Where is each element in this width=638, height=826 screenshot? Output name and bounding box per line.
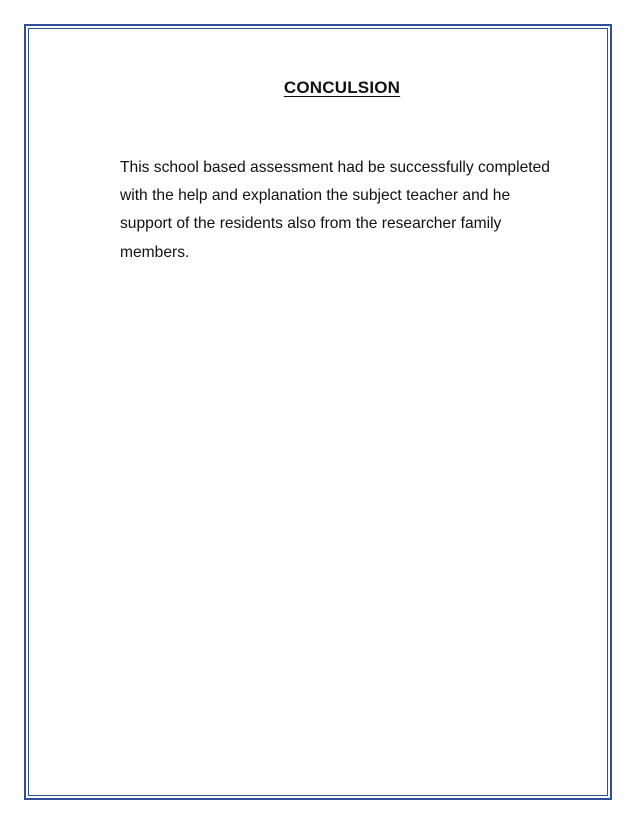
page-title: CONCULSION bbox=[283, 78, 401, 97]
conclusion-paragraph: This school based assessment had be successfully completed with the help and explanation the subject teacher and he support of the residents also from the researcher family members. bbox=[120, 159, 550, 261]
page-border-inner bbox=[28, 28, 608, 796]
